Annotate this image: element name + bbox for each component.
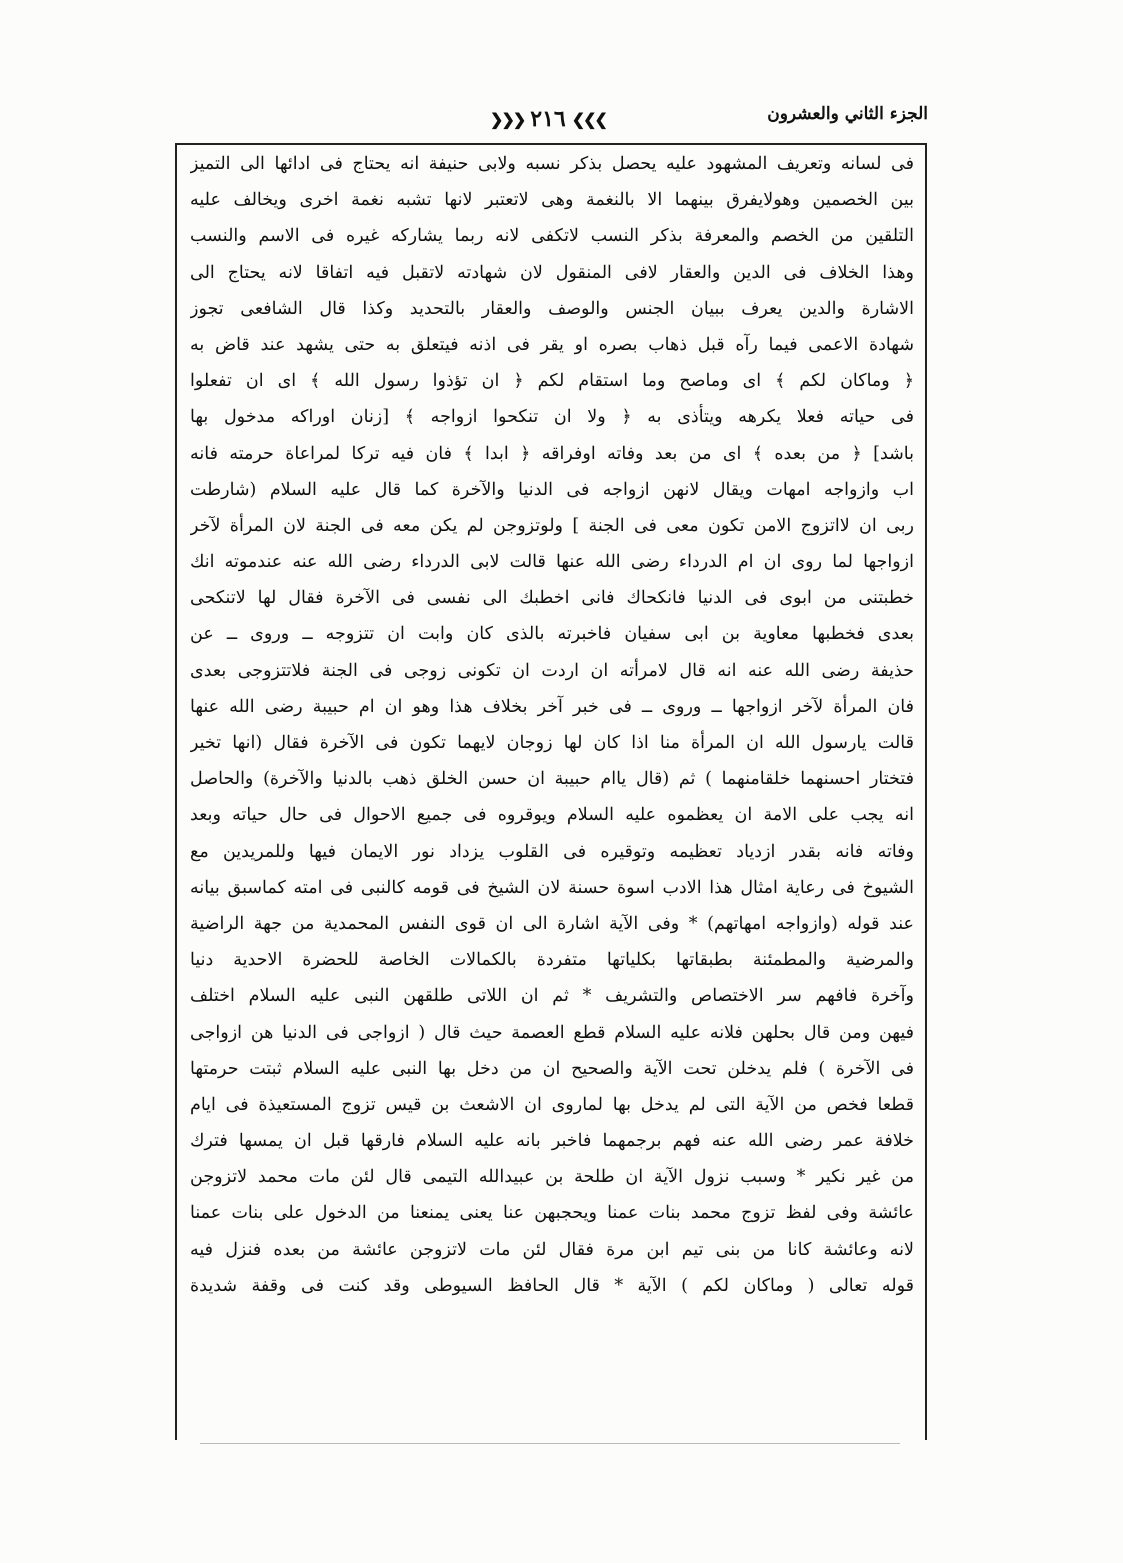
text-line: وهذا الخلاف فى الدين والعقار لافى المنقول لان شهادته لاتقبل فيه اتفاقا لانه يحتاج الى xyxy=(190,262,914,283)
page-number-box xyxy=(486,102,610,136)
text-line: الاشارة والدين يعرف ببيان الجنس والوصف والعقار بالتحديد وكذا قال الشافعى تجوز xyxy=(190,298,914,319)
text-line: انه يجب على الامة ان يعظموه عليه السلام ويوقروه فى جميع الاحوال فى حال حياته وبعد xyxy=(190,805,914,826)
text-line: قطعا فخص من الآية التى لم يدخل بها لماروى ان الاشعث بن قيس تزوج المستعيذة فى ايام xyxy=(190,1094,914,1115)
text-line: التلقين من الخصم والمعرفة بذكر النسب لاتكفى لانه ربما يشاركه غيره فى الاسم والنسب xyxy=(190,226,914,247)
text-line: اب وازواجه امهات ويقال لانهن ازواجه فى الدنيا والآخرة كما قال عليه السلام (شارطت xyxy=(190,479,914,500)
text-line: قالت يارسول الله ان المرأة منا اذا كان لها زوجان لايهما تكون فى الآخرة فقال (انها تخير xyxy=(190,733,914,753)
ornament-left-icon: ❯❯❯ xyxy=(571,109,606,129)
text-line: وفاته فانه بقدر ازدياد تعظيمه وتوقيره فى القلوب يزداد نور الايمان فيها وللمريدين مع xyxy=(190,841,914,862)
text-line: من غير نكير * وسبب نزول الآية ان طلحة بن عبيدالله التيمى قال لئن مات محمد لاتزوجن xyxy=(190,1167,914,1188)
text-line: فى الآخرة ) فلم يدخلن تحت الآية والصحيح ان من دخل بها النبى عليه السلام ثبتت حرمتها xyxy=(190,1058,914,1079)
text-line: الشيوخ فى رعاية امثال هذا الادب اسوة حسنة لان الشيخ فى قومه كالنبى فى امته كماسبق بيانه xyxy=(190,877,914,898)
text-line: بين الخصمين وهولايفرق بينهما الا بالنغمة وهى لاتعتبر لانها تشبه نغمة اخرى ويخالف عليه xyxy=(190,190,914,211)
text-line: حذيفة رضى الله عنه انه قال لامرأته ان اردت ان تكونى زوجى فى الجنة فلاتتزوجى بعدى xyxy=(190,660,914,681)
bottom-rule xyxy=(200,1443,900,1444)
text-line: عائشة وفى لفظ تزوج محمد بنات عمنا ويحجبهن عنا يعنى يمنعنا من الدخول على بنات عمنا xyxy=(190,1203,914,1224)
text-line: عند قوله (وازواجه امهاتهم) * وفى الآية اشارة الى ان قوى النفس المحمدية من جهة الراضية xyxy=(190,913,914,934)
text-line: خطبتنى من ابوى فى الدنيا فانكحاك فانى اخطبك الى نفسى فى الآخرة فقال لها لاتنكحى xyxy=(190,588,914,609)
part-title: الجزء الثاني والعشرون xyxy=(767,104,928,124)
text-line: باشد] ﴿ من بعده ﴾ اى من بعد وفاته اوفراقه ﴿ ابدا ﴾ فان فيه تركا لمراعاة حرمته فانه xyxy=(190,443,914,464)
text-line: فى حياته فعلا يكرهه ويتأذى به ﴿ ولا ان تنكحوا ازواجه ﴾ [زنان اوراكه مدخول بها xyxy=(190,407,914,428)
text-line: قوله تعالى ( وماكان لكم ) الآية * قال الحافظ السيوطى وقد كنت فى وقفة شديدة xyxy=(190,1275,914,1296)
text-line: خلافة عمر رضى الله عنه فهم برجمهما فاخبر بانه عليه السلام فارقها قبل ان يمسها فترك xyxy=(190,1131,914,1152)
text-line: فان المرأة لآخر ازواجها ــ وروى ــ فى خبر آخر بخلاف هذا وهو ان ام حبيبة رضى الله عنها xyxy=(190,696,914,717)
text-line: بعدى فخطبها معاوية بن ابى سفيان فاخبرته بالذى كان وابت ان تتزوجه ــ وروى ــ عن xyxy=(190,624,914,645)
text-line: وآخرة فافهم سر الاختصاص والتشريف * ثم ان اللاتى طلقهن النبى عليه السلام اختلف xyxy=(190,986,914,1007)
body-text xyxy=(190,146,914,1304)
text-line: ازواجها لما روى ان ام الدرداء رضى الله عنها قالت لابى الدرداء رضى الله عنه عندموته انك xyxy=(190,552,914,573)
text-line: لانه وعائشة كانا من بنى تيم ابن مرة فقال لئن مات لاتزوجن عائشة من بعده فنزل فيه xyxy=(190,1239,914,1260)
text-line: ﴿ وماكان لكم ﴾ اى وماصح وما استقام لكم ﴿ ان تؤذوا رسول الله ﴾ اى ان تفعلوا xyxy=(190,371,914,392)
page-header xyxy=(168,102,928,138)
text-line: فتختار احسنهما خلقامنهما ) ثم (قال ياام حبيبة ان حسن الخلق ذهب بالدنيا والآخرة) والحاصل xyxy=(190,769,914,790)
text-line: فيهن ومن قال بحلهن فلانه عليه السلام قطع العصمة حيث قال ( ازواجى فى الدنيا هن ازواجى xyxy=(190,1022,914,1043)
text-line: ربى ان لااتزوج الامن تكون معى فى الجنة ] ولوتزوجن لم يكن معه فى الجنة لان المرأة لآخر xyxy=(190,515,914,536)
text-line: فى لسانه وتعريف المشهود عليه يحصل بذكر نسبه ولابى حنيفة انه يحتاج فى ادائها الى التميز xyxy=(190,154,914,174)
page-number: ٢١٦ xyxy=(530,106,566,132)
text-line: شهادة الاعمى فيما رآه قبل ذهاب بصره او يقر فى اذنه فيتعلق به حتى يشهد عند قاض به xyxy=(190,334,914,355)
ornament-right-icon: ❮❮❮ xyxy=(490,109,525,129)
text-line: والمرضية والمطمئنة بطبقاتها بكلياتها متفردة بالكمالات الخاصة للحضرة الاحدية دنيا xyxy=(190,950,914,971)
